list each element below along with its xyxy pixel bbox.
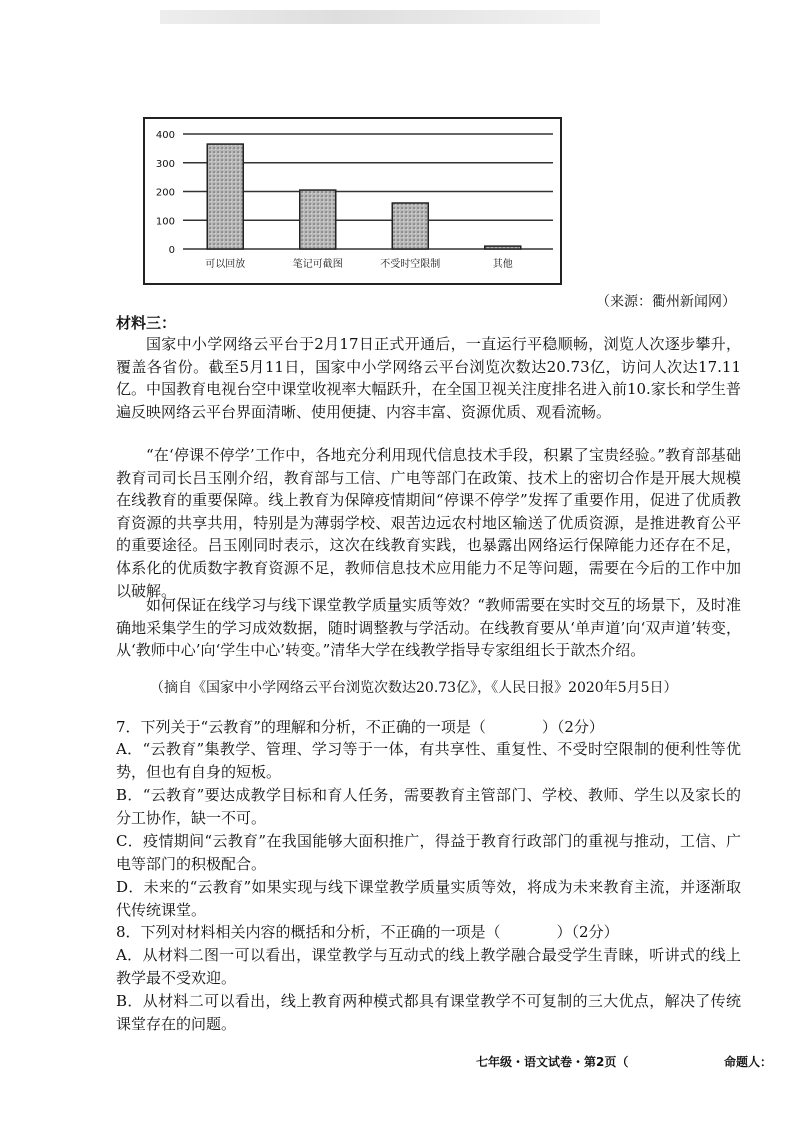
bar (300, 190, 336, 249)
scan-artifact-strip (160, 10, 600, 24)
question-7-option-a: A．“云教育”集教学、管理、学习等于一体，有共享性、重复性、不受时空限制的便利性等优势，但也有自身的短板。 (116, 740, 741, 781)
paragraph-1: 国家中小学网络云平台于2月17日正式开通后，一直运行平稳顺畅，浏览人次逐步攀升，覆盖各省份。截至5月11日，国家中小学网络云平台浏览次数达20.73亿，访问人次达17.11亿。中国教育电视台空中课堂收视率大幅跃升，在全国卫视关注度排名进入前10.家长和学生普遍反映网络云平台界面清晰、使用便捷、内容丰富、资源优质、观看流畅。 (116, 335, 741, 421)
author-label: 命题人： (724, 1055, 773, 1069)
question-8-stem-text: 8．下列对材料相关内容的概括和分析，不正确的一项是（ (116, 923, 501, 941)
question-7-option-c: C．疫情期间“云教育”在我国能够大面积推广，得益于教育行政部门的重视与推动，工信、广电等部门的积极配合。 (116, 832, 741, 873)
question-8-stem (116, 921, 741, 944)
source-note: （来源：衢州新闻网） (596, 294, 736, 310)
y-tick-label: 200 (155, 187, 175, 199)
question-8-option-a: A．从材料二图一可以看出，课堂教学与互动式的线上教学融合最受学生青睐，听讲式的线上教学最不受欢迎。 (116, 946, 741, 987)
paragraph-3: 如何保证在线学习与线下课堂教学质量实质等效？“教师需要在实时交互的场景下，及时准确地采集学生的学习成效数据，随时调整教与学活动。在线教育要从‘单声道’向‘双声道’转变，从‘教师中心’向‘学生中心’转变。”清华大学在线教学指导专家组组长于歆杰介绍。 (116, 596, 741, 660)
bar-chart (143, 117, 562, 285)
x-tick-label: 其他 (492, 259, 513, 270)
y-tick-label: 0 (168, 245, 175, 256)
question-8-score: ）（2分） (556, 923, 619, 941)
paragraph-2: “在‘停课不停学’工作中，各地充分利用现代信息技术手段，积累了宝贵经验。”教育部基础教育司司长吕玉刚介绍，教育部与工信、广电等部门在政策、技术上的密切合作是开展大规模在线教育的重要保障。线上教育为保障疫情期间“停课不停学”发挥了重要作用，促进了优质教育资源的共享共用，特别是为薄弱学校、艰苦边远农村地区输送了优质资源，是推进教育公平的重要途径。吕玉刚同时表示，这次在线教育实践，也暴露出网络运行保障能力还存在不足，体系化的优质数字教育资源不足，教师信息技术应用能力不足等问题，需要在今后的工作中加以破解。 (116, 446, 741, 600)
question-7-stem-text: 7．下列关于“云教育”的理解和分析，不正确的一项是（ (116, 718, 486, 736)
y-tick-label: 300 (155, 158, 175, 170)
question-8-option-b: B．从材料二可以看出，线上教育两种模式都具有课堂教学不可复制的三大优点，解决了传统课堂存在的问题。 (116, 992, 741, 1033)
citation: （摘自《国家中小学网络云平台浏览次数达20.73亿》，《人民日报》2020年5月5日） (150, 680, 678, 696)
bar (207, 144, 243, 249)
material-label: 材料三： (116, 314, 177, 332)
page-footer: 七年级・语文试卷・第2页（ (476, 1055, 629, 1069)
question-7-stem (116, 716, 741, 739)
question-7-option-d: D．未来的“云教育”如果实现与线下课堂教学质量实质等效，将成为未来教育主流，并逐渐取代传统课堂。 (116, 878, 741, 919)
bar-chart-svg (145, 119, 560, 283)
y-tick-label: 100 (155, 216, 175, 228)
question-7-option-b: B．“云教育”要达成教学目标和育人任务，需要教育主管部门、学校、教师、学生以及家长的分工协作，缺一不可。 (116, 786, 741, 827)
bar (392, 203, 428, 249)
bar (485, 246, 521, 249)
x-tick-label: 可以回放 (205, 259, 246, 270)
x-tick-label: 笔记可截图 (292, 259, 343, 270)
y-tick-label: 400 (155, 130, 175, 141)
question-7-score: ）（2分） (541, 718, 604, 736)
x-tick-label: 不受时空限制 (380, 259, 441, 270)
